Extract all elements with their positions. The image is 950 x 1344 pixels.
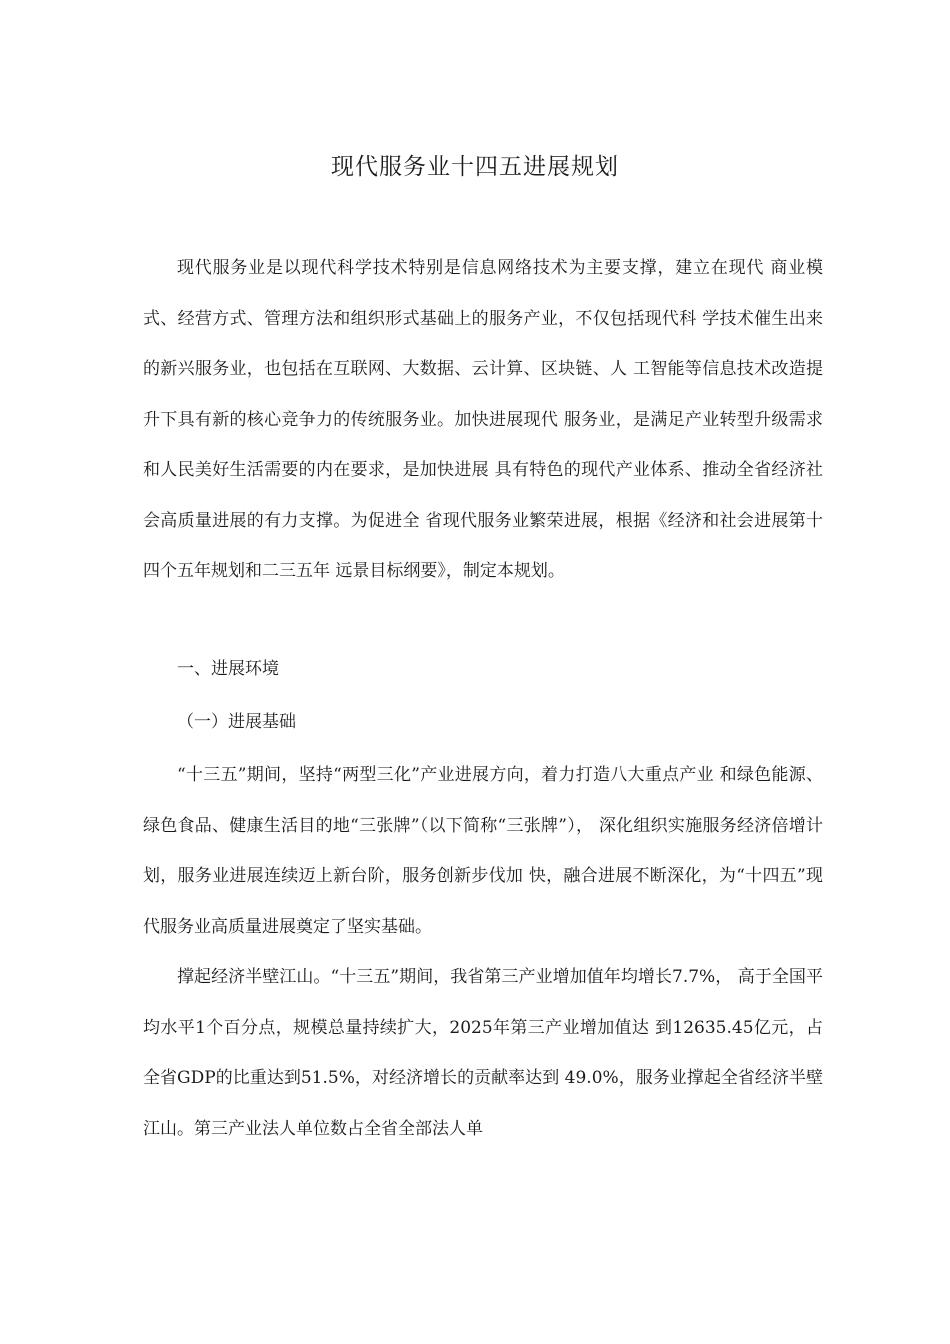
section-heading-environment: 一、进展环境 (177, 659, 279, 679)
body-paragraph-development: “十三五”期间，坚持“两型三化”产业进展方向，着力打造八大重点产业 和绿色能源、绿色食品、健康生活目的地“三张牌”（以下简称“三张牌”）， 深化组织实施服务经济倍增计划，服务业进展连续迈上新台阶，服务创新步伐加 快，融合进展不断深化，为“十四五”现代服务业高质量进展奠定了坚实基础。 (143, 765, 823, 937)
intro-paragraph: 现代服务业是以现代科学技术特别是信息网络技术为主要支撑，建立在现代 商业模式、经营方式、管理方法和组织形式基础上的服务产业，不仅包括现代科 学技术催生出来的新兴服务业，也包括在互联网、大数据、云计算、区块链、人 工智能等信息技术改造提升下具有新的核心竞争力的传统服务业。加快进展现代 服务业，是满足产业转型升级需求和人民美好生活需要的内在要求，是加快进展 具有特色的现代产业体系、推动全省经济社会高质量进展的有力支撑。为促进全 省现代服务业繁荣进展，根据《经济和社会进展第十四个五年规划和二三五年 远景目标纲要》，制定本规划。 (143, 258, 823, 581)
document-title: 现代服务业十四五进展规划 (331, 154, 619, 180)
body-paragraph-economy: 撑起经济半壁江山。“十三五”期间，我省第三产业增加值年均增长7.7%， 高于全国平均水平1个百分点，规模总量持续扩大，2025年第三产业增加值达 到12635.45亿元，占全省GDP的比重达到51.5%，对经济增长的贡献率达到 49.0%，服务业撑起全省经济半壁江山。第三产业法人单位数占全省全部法人单 (143, 967, 823, 1139)
subsection-heading-foundation: （一）进展基础 (177, 712, 296, 732)
